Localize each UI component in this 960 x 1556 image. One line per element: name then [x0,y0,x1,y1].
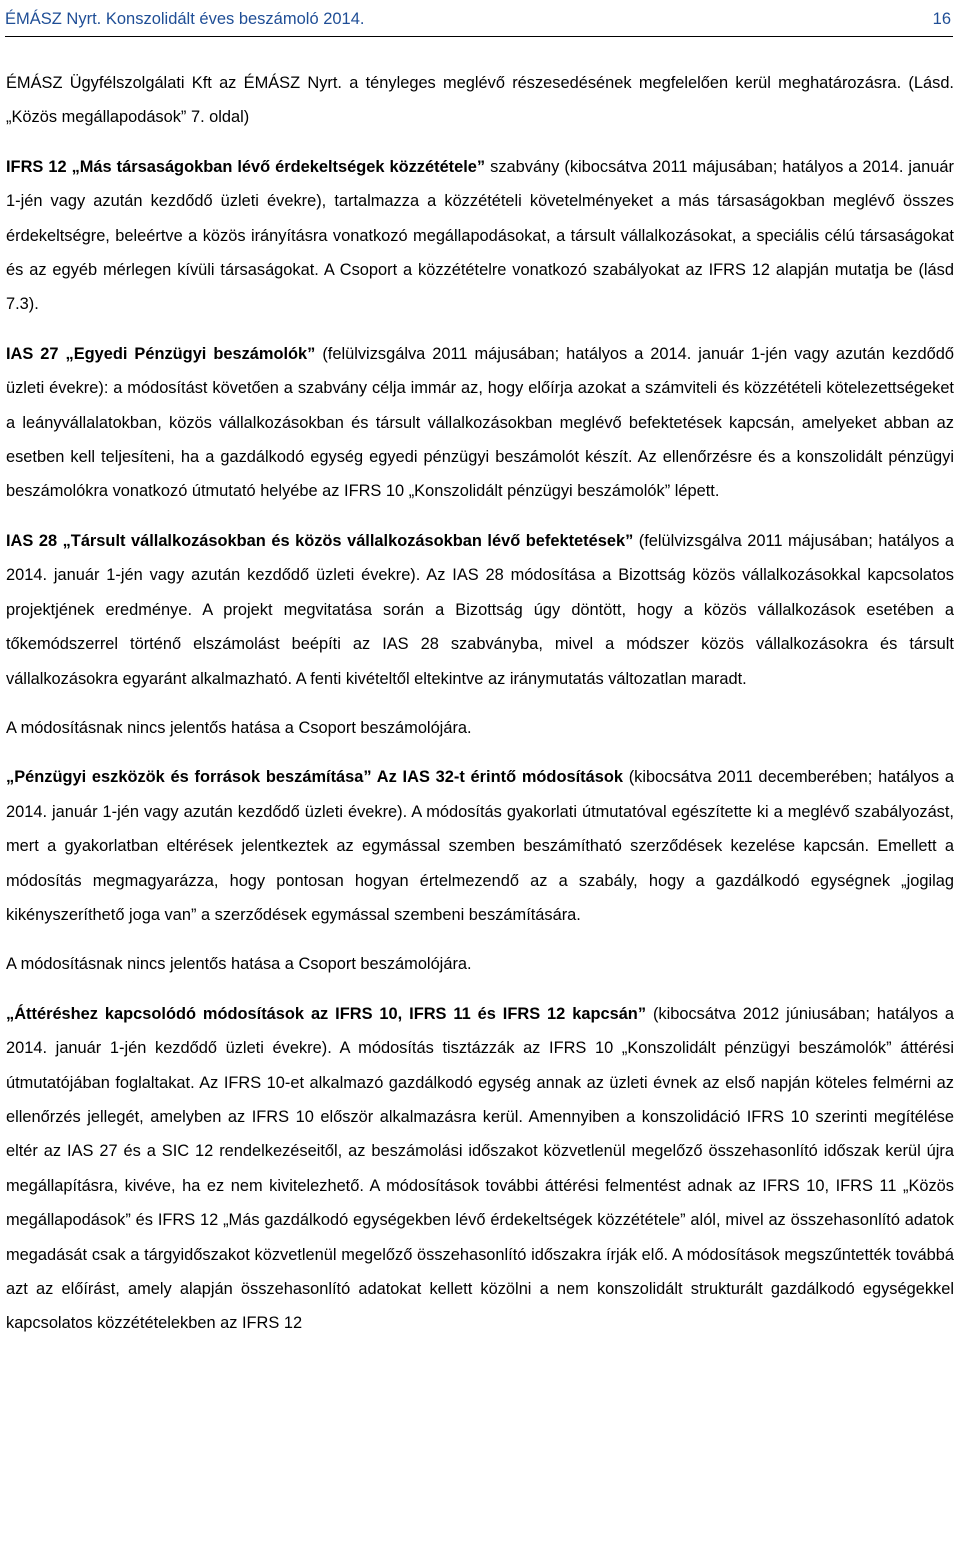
paragraph-ias28 [6,524,954,696]
standard-text-ias32: (kibocsátva 2011 decemberében; hatályos a 2014. január 1-jén vagy azután kezdődő üzleti évekre). A módosítás gyakorlati útmutatóval egészítette ki a meglévő szabályozást, mert a gyakorlatban eltérések jelentkeztek az egymással szemben beszámítható szerződések kezelése kapcsán. Emellett a módosítás megmagyarázza, hogy pontosan hogyan értelmezendő az a szabály, hogy a gazdálkodó egységnek „jogilag kikényszeríthető joga van” a szerződések egymással szembeni beszámítására. [6,768,954,924]
standard-text-ias27: (felülvizsgálva 2011 májusában; hatályos a 2014. január 1-jén vagy azután kezdődő üzleti évekre): a módosítást követően a szabvány célja immár az, hogy előírja azokat a számviteli és közzétételi kötelezettségeket a leányvállalatokban, közös vállalkozásokban és társult vállalkozásokban meglévő befektetések kapcsán, amelyeket abban az esetben kell teljesíteni, ha a gazdálkodó egység egyedi pénzügyi beszámolót készít. Az ellenőrzésre és a konszolidált pénzügyi beszámolókra vonatkozó útmutató helyébe az IFRS 10 „Konszolidált pénzügyi beszámolók” lépett. [6,344,954,501]
standard-title-ifrs12: IFRS 12 „Más társaságokban lévő érdekeltségek közzététele” [6,157,486,176]
paragraph-transition-guidance [6,997,954,1341]
paragraph-ias32 [6,760,954,932]
paragraph-no-impact-1: A módosításnak nincs jelentős hatása a Csoport beszámolójára. [6,718,472,737]
paragraph-ias27 [6,337,954,509]
standard-text-ias28: (felülvizsgálva 2011 májusában; hatályos a 2014. január 1-jén vagy azután kezdődő üzleti évekre). Az IAS 28 módosítása a Bizottság közös vállalkozásokkal kapcsolatos projektjének eredménye. A projekt megvitatása során a Bizottság úgy döntött, hogy a közös vállalkozások esetében a tőkemódszerrel történő elszámolást beépíti az IAS 28 szabványba, mivel a módszer közös vállalkozásokra és társult vállalkozásokra egyaránt alkalmazható. A fenti kivételtől eltekintve az iránymutatás változatlan maradt. [6,531,954,688]
page-number: 16 [932,10,951,28]
paragraph-emasz-share: ÉMÁSZ Ügyfélszolgálati Kft az ÉMÁSZ Nyrt. a tényleges meglévő részesedésének megfelelően kerül meghatározásra. (Lásd. „Közös megállapodások” 7. oldal) [6,74,954,127]
standard-text-ifrs12: szabvány (kibocsátva 2011 májusában; hatályos a 2014. január 1-jén vagy azután kezdődő üzleti évekre), tartalmazza a közzétételi követelményeket a más társaságokban meglévő összes érdekeltségre, beleértve a közös irányításra vonatkozó megállapodásokat, a társult vállalkozásokat, a speciális célú társaságokat és az egyéb mérlegen kívüli társaságokat. A Csoport a közzétételre vonatkozó szabályokat az IFRS 12 alapján mutatja be (lásd 7.3). [6,157,954,314]
page-header [5,4,953,37]
standard-title-transition: „Áttéréshez kapcsolódó módosítások az IFRS 10, IFRS 11 és IFRS 12 kapcsán” [6,1004,647,1023]
standard-title-ias28: IAS 28 „Társult vállalkozásokban és közös vállalkozásokban lévő befektetések” [6,531,634,550]
document-body [6,66,954,1341]
document-title: ÉMÁSZ Nyrt. Konszolidált éves beszámoló 2014. [5,10,365,28]
standard-title-ias27: IAS 27 „Egyedi Pénzügyi beszámolók” [6,344,316,363]
standard-title-ias32: „Pénzügyi eszközök és források beszámítása” Az IAS 32-t érintő módosítások [6,768,623,787]
paragraph-ifrs12 [6,150,954,322]
standard-text-transition: (kibocsátva 2012 júniusában; hatályos a 2014. január 1-jén kezdődő üzleti évekre). A módosítás tisztázzák az IFRS 10 „Konszolidált pénzügyi beszámolók” áttérési útmutatójában foglaltakat. Az IFRS 10-et alkalmazó gazdálkodó egység annak az üzleti évnek az első napján köteles felmérni az ellenőrzés jellegét, amelyben az IFRS 10 először alkalmazásra kerül. Amennyiben a konszolidáció IFRS 10 szerinti megítélése eltér az IAS 27 és a SIC 12 rendelkezéseitől, az beszámolási időszakot közvetlenül megelőző összehasonlító időszak kerül újra megállapításra, kivéve, ha ez nem kivitelezhető. A módosítások további áttérési felmentést adnak az IFRS 10, IFRS 11 „Közös megállapodások” és IFRS 12 „Más gazdálkodó egységekben lévő érdekeltségek közzététele” alól, mivel az összehasonlító adatok megadását csak a tárgyidőszakot közvetlenül megelőző összehasonlító időszakra írják elő. A módosítások megszűntették továbbá azt az előírást, amely alapján összehasonlító adatokat kellett közölni a nem konszolidált strukturált gazdálkodó egységekkel kapcsolatos közzétételekben az IFRS 12 [6,1004,954,1333]
paragraph-no-impact-2: A módosításnak nincs jelentős hatása a Csoport beszámolójára. [6,955,472,974]
